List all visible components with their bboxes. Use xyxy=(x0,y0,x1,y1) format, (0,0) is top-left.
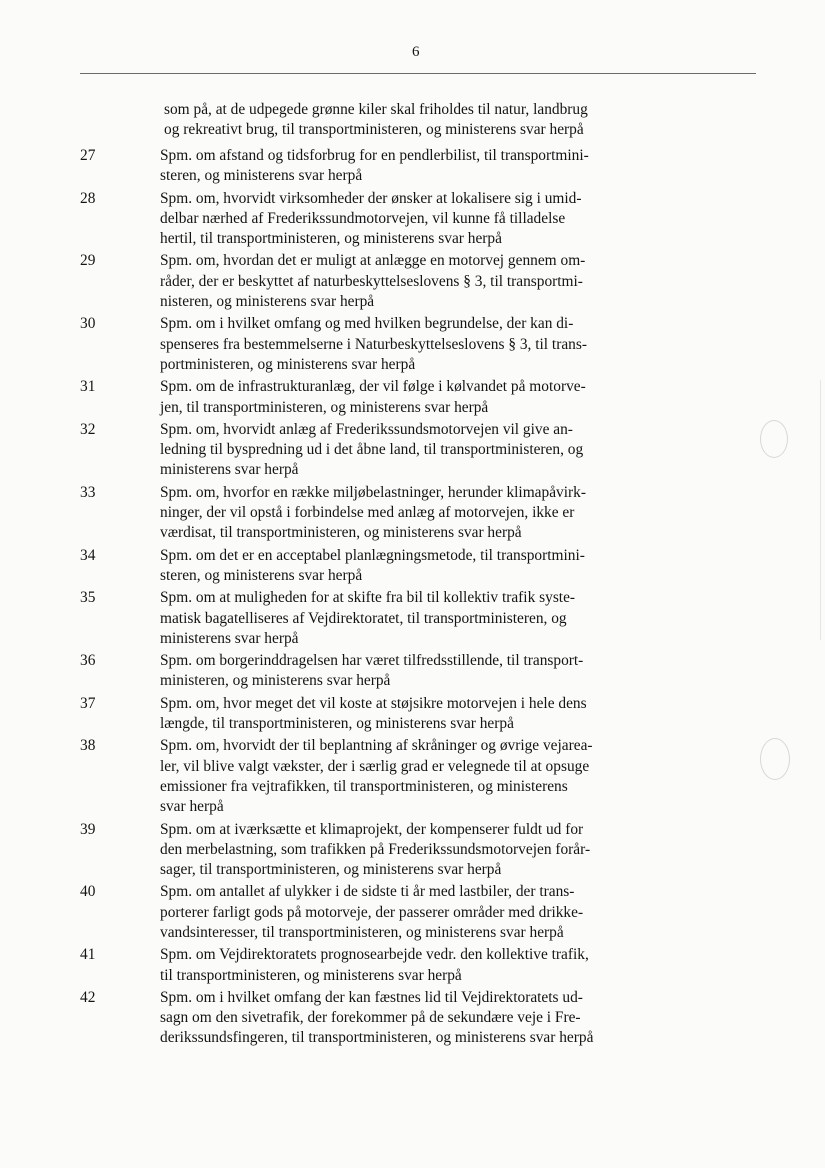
list-item xyxy=(0,377,825,418)
list-item xyxy=(0,483,825,544)
item-number: 36 xyxy=(80,652,96,670)
item-text: Spm. om, hvorvidt virksomheder der ønsker at lokalisere sig i umid- delbar nærhed af Frederikssundmotorvejen, vil kunne få tilladelse hertil, til transportministeren, og ministerens svar herpå xyxy=(160,189,582,248)
item-text: Spm. om, hvorfor en række miljøbelastninger, herunder klimapåvirk- ninger, der vil opstå i forbindelse med anlæg af motorvejen, ikke er værdisat, til transportministeren, og ministerens svar herpå xyxy=(160,483,586,542)
header-rule xyxy=(80,73,756,74)
item-number: 29 xyxy=(80,252,96,270)
item-text: Spm. om, hvordan det er muligt at anlægge en motorvej gennem om- råder, der er beskyttet af naturbeskyttelseslovens § 3, til transportmi- nisteren, og ministerens svar herpå xyxy=(160,252,586,311)
scan-edge-line xyxy=(820,380,821,640)
item-number: 35 xyxy=(80,589,96,607)
scan-artifact xyxy=(760,420,788,458)
item-text: Spm. om antallet af ulykker i de sidste ti år med lastbiler, der trans- porterer farligt gods på motorveje, der passerer områder med drikke- vandsinteresser, til transportministeren, og ministerens svar herpå xyxy=(160,883,584,941)
item-number: 38 xyxy=(80,737,96,755)
item-number: 27 xyxy=(80,147,96,164)
scan-artifact xyxy=(760,738,790,780)
item-number: 39 xyxy=(80,820,96,838)
item-text: Spm. om at muligheden for at skifte fra bil til kollektiv trafik syste- matisk bagatelliseres af Vejdirektoratet, til transportministeren, og ministerens svar herpå xyxy=(160,589,576,647)
item-text: Spm. om afstand og tidsforbrug for en pendlerbilist, til transportmini- steren, og ministerens svar herpå xyxy=(160,147,589,185)
item-number: 37 xyxy=(80,694,96,712)
item-number: 30 xyxy=(80,315,96,333)
item-text: Spm. om borgerinddragelsen har været tilfredsstillende, til transport- ministeren, og ministerens svar herpå xyxy=(160,652,584,690)
item-text: Spm. om, hvor meget det vil koste at støjsikre motorvejen i hele dens længde, til transportministeren, og ministerens svar herpå xyxy=(160,694,587,733)
item-number: 32 xyxy=(80,420,96,438)
item-number: 28 xyxy=(80,189,96,207)
list-item xyxy=(0,945,825,986)
continuation-text: som på, at de udpegede grønne kiler skal friholdes til natur, landbrug og rekreativt brug, til transportministeren, og ministerens svar herpå xyxy=(164,101,588,139)
item-text: Spm. om at iværksætte et klimaprojekt, der kompenserer fuldt ud for den merbelastning, som trafikken på Frederikssundsmotorvejen forår- sager, til transportministeren, og ministerens svar herpå xyxy=(160,820,591,879)
list-item xyxy=(0,314,825,375)
item-text: Spm. om, hvorvidt anlæg af Frederikssundsmotorvejen vil give an- ledning til byspredning ud i det åbne land, til transportministeren, og ministerens svar herpå xyxy=(160,420,584,479)
item-text: Spm. om det er en acceptabel planlægningsmetode, til transportmini- steren, og ministerens svar herpå xyxy=(160,546,585,584)
item-text: Spm. om Vejdirektoratets prognosearbejde vedr. den kollektive trafik, til transportministeren, og ministerens svar herpå xyxy=(160,946,589,984)
item-number: 31 xyxy=(80,378,96,396)
page-number: 6 xyxy=(412,44,420,60)
list-item xyxy=(0,588,825,649)
list-item xyxy=(0,189,825,250)
list-item xyxy=(0,988,825,1049)
list-item xyxy=(0,546,825,587)
list-item xyxy=(0,820,825,881)
item-number: 33 xyxy=(80,483,96,501)
item-number: 42 xyxy=(80,988,96,1006)
question-list xyxy=(0,146,825,1051)
list-item xyxy=(0,882,825,943)
item-text: Spm. om i hvilket omfang og med hvilken begrundelse, der kan di- spenseres fra bestemmelserne i Naturbeskyttelseslovens § 3, til trans- portministeren, og ministerens svar herpå xyxy=(160,315,587,373)
item-text: Spm. om i hvilket omfang der kan fæstnes lid til Vejdirektoratets ud- sagn om den sivetrafik, der forekommer på de sekundære veje i Fre- derikssundsfingeren, til transportministeren, og ministerens svar herpå xyxy=(160,988,594,1047)
list-item xyxy=(0,420,825,481)
list-item xyxy=(0,651,825,692)
list-item xyxy=(0,736,825,817)
list-item xyxy=(0,251,825,312)
item-text: Spm. om, hvorvidt der til beplantning af skråninger og øvrige vejarea- ler, vil blive valgt vækster, der i særlig grad er velegnede til at opsuge emissioner fra vejtrafikken, til transportministeren, og ministerens svar herpå xyxy=(160,737,593,816)
item-number: 41 xyxy=(80,946,96,964)
item-text: Spm. om de infrastrukturanlæg, der vil følge i kølvandet på motorve- jen, til transportministeren, og ministerens svar herpå xyxy=(160,378,586,416)
item-number: 34 xyxy=(80,546,96,564)
list-item xyxy=(0,694,825,735)
item-number: 40 xyxy=(80,883,96,901)
list-item xyxy=(0,146,825,187)
